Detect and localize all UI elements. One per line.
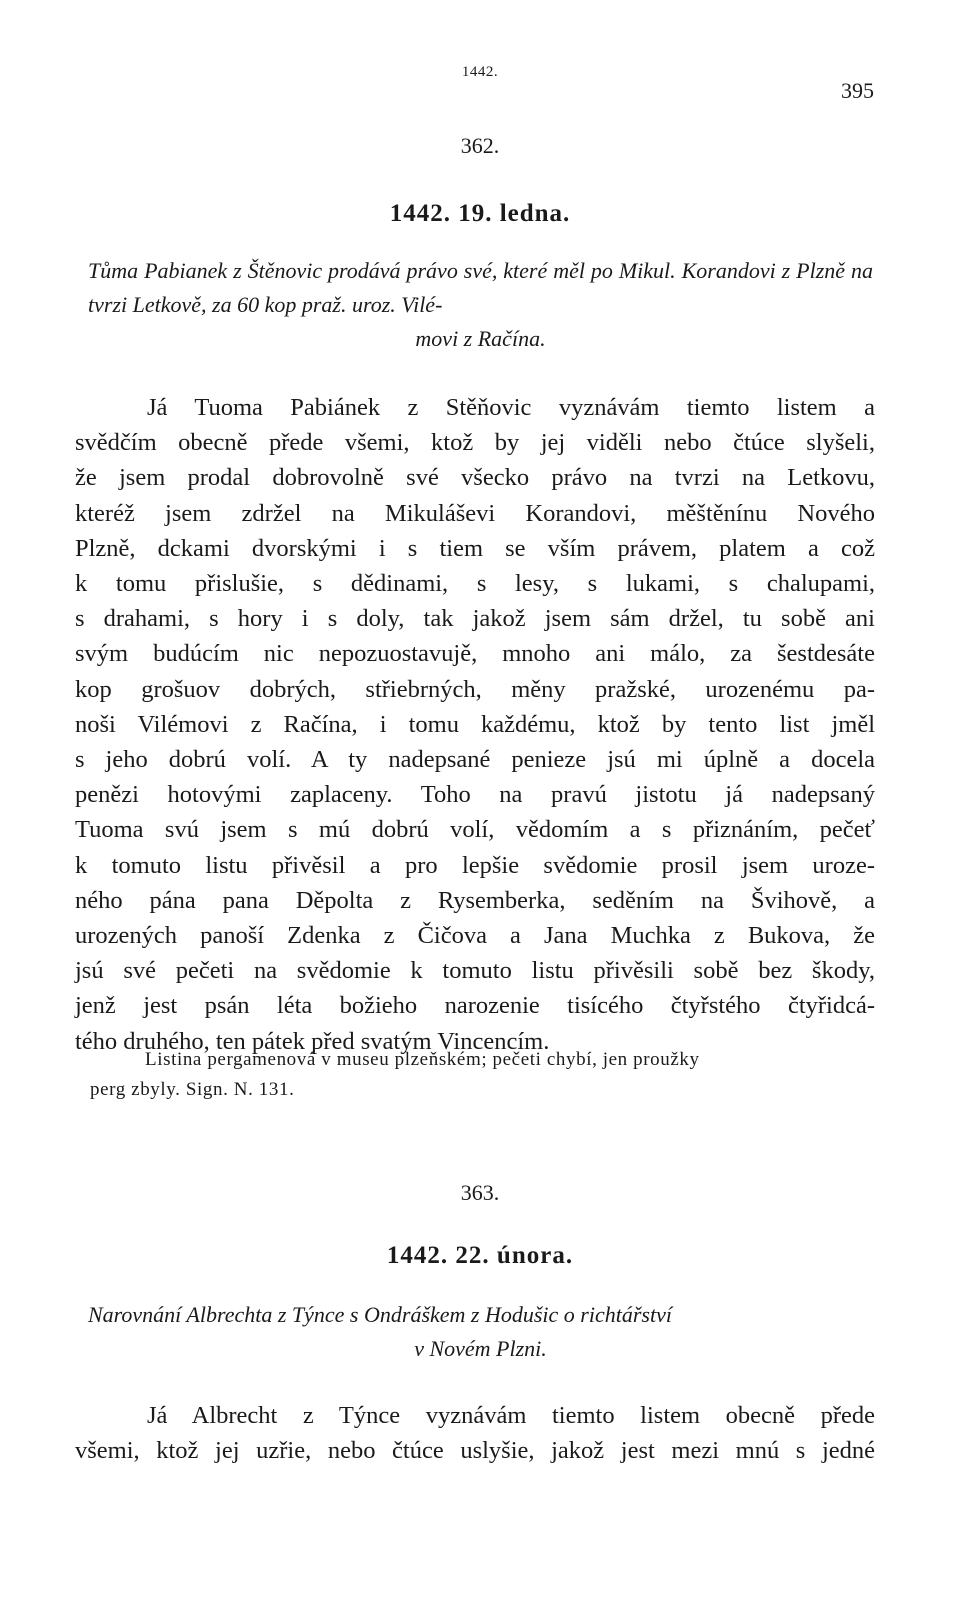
text-line: svědčím obecně přede všemi, ktož by jej viděli nebo čtúce slyšeli, bbox=[75, 429, 875, 457]
text-line: k tomuto listu přivěsil a pro lepšie svědomie prosil jsem uroze- bbox=[75, 851, 875, 879]
entry-number: 362. bbox=[460, 133, 500, 158]
regest-line: Korandovi z Plzně na tvrzi Letkově, za 60 kop praž. uroz. Vilé- bbox=[88, 258, 873, 317]
text-line: že jsem prodal dobrovolně své všecko právo na tvrzi na Letkovu, bbox=[75, 464, 875, 492]
text-line: všemi, ktož jej uzřie, nebo čtúce uslyšie, jakož jest mezi mnú s jedné bbox=[75, 1437, 875, 1465]
entry-note bbox=[90, 1045, 860, 1105]
regest-line: v Novém Plzni. bbox=[414, 1336, 547, 1361]
text-line: penězi hotovými zaplaceny. Toho na pravú jistotu já nadepsaný bbox=[75, 781, 875, 809]
entry-date: 1442. 19. ledna. bbox=[389, 200, 571, 227]
running-head: 1442. bbox=[461, 64, 499, 80]
note-line: Listina pergamenová v museu plzeňském; pečeti chybí, jen proužky bbox=[145, 1049, 700, 1070]
entry-number: 363. bbox=[460, 1180, 500, 1205]
note-line: perg zbyly. Sign. N. 131. bbox=[90, 1079, 295, 1100]
text-line: kop grošuov dobrých, střiebrných, měny pražské, urozenému pa- bbox=[75, 675, 875, 703]
text-line: s jeho dobrú volí. A ty nadepsané penieze jsú mi úplně a docela bbox=[75, 746, 875, 774]
entry-regest bbox=[88, 254, 873, 356]
entry-regest bbox=[88, 1298, 873, 1366]
text-line: kteréž jsem zdržel na Mikuláševi Korandovi, měštěnínu Nového bbox=[75, 499, 875, 527]
text-line: tého druhého, ten pátek před svatým Vincencím. bbox=[75, 1027, 550, 1055]
text-line: Tuoma svú jsem s mú dobrú volí, vědomím a s přiznáním, pečeť bbox=[75, 816, 875, 844]
text-line: s drahami, s hory i s doly, tak jakož jsem sám držel, tu sobě ani bbox=[75, 605, 875, 633]
text-line: urozených panoší Zdenka z Čičova a Jana Muchka z Bukova, že bbox=[75, 922, 875, 950]
text-line: k tomu přislušie, s dědinami, s lesy, s lukami, s chalupami, bbox=[75, 570, 875, 598]
regest-line: Narovnání Albrechta z Týnce s Ondráškem z Hodušic o richtářství bbox=[88, 1302, 672, 1327]
text-line: Já Albrecht z Týnce vyznávám tiemto listem obecně přede bbox=[147, 1402, 875, 1429]
text-line: jsú své pečeti na svědomie k tomuto listu přivěsili sobě bez škody, bbox=[75, 957, 875, 985]
text-line: svým budúcím nic nepozuostavujě, mnoho ani málo, za šestdesáte bbox=[75, 640, 875, 668]
text-line: ného pána pana Děpolta z Rysemberka, seděním na Švihově, a bbox=[75, 886, 875, 914]
regest-line: Tůma Pabianek z Štěnovic prodává právo své, které měl po Mikul. bbox=[88, 258, 676, 283]
page-number: 395 bbox=[841, 78, 874, 103]
text-line: Já Tuoma Pabiánek z Stěňovic vyznávám tiemto listem a bbox=[147, 394, 875, 421]
text-line: jenž jest psán léta božieho narozenie tisícého čtyřstého čtyřidcá- bbox=[75, 992, 875, 1020]
entry-date: 1442. 22. února. bbox=[386, 1242, 574, 1269]
text-line: Plzně, dckami dvorskými i s tiem se vším právem, platem a což bbox=[75, 534, 875, 562]
text-line: noši Vilémovi z Račína, i tomu každému, ktož by tento list jměl bbox=[75, 710, 875, 738]
regest-line: movi z Račína. bbox=[415, 326, 546, 351]
entry-text bbox=[75, 1398, 875, 1468]
entry-text bbox=[75, 390, 875, 1059]
